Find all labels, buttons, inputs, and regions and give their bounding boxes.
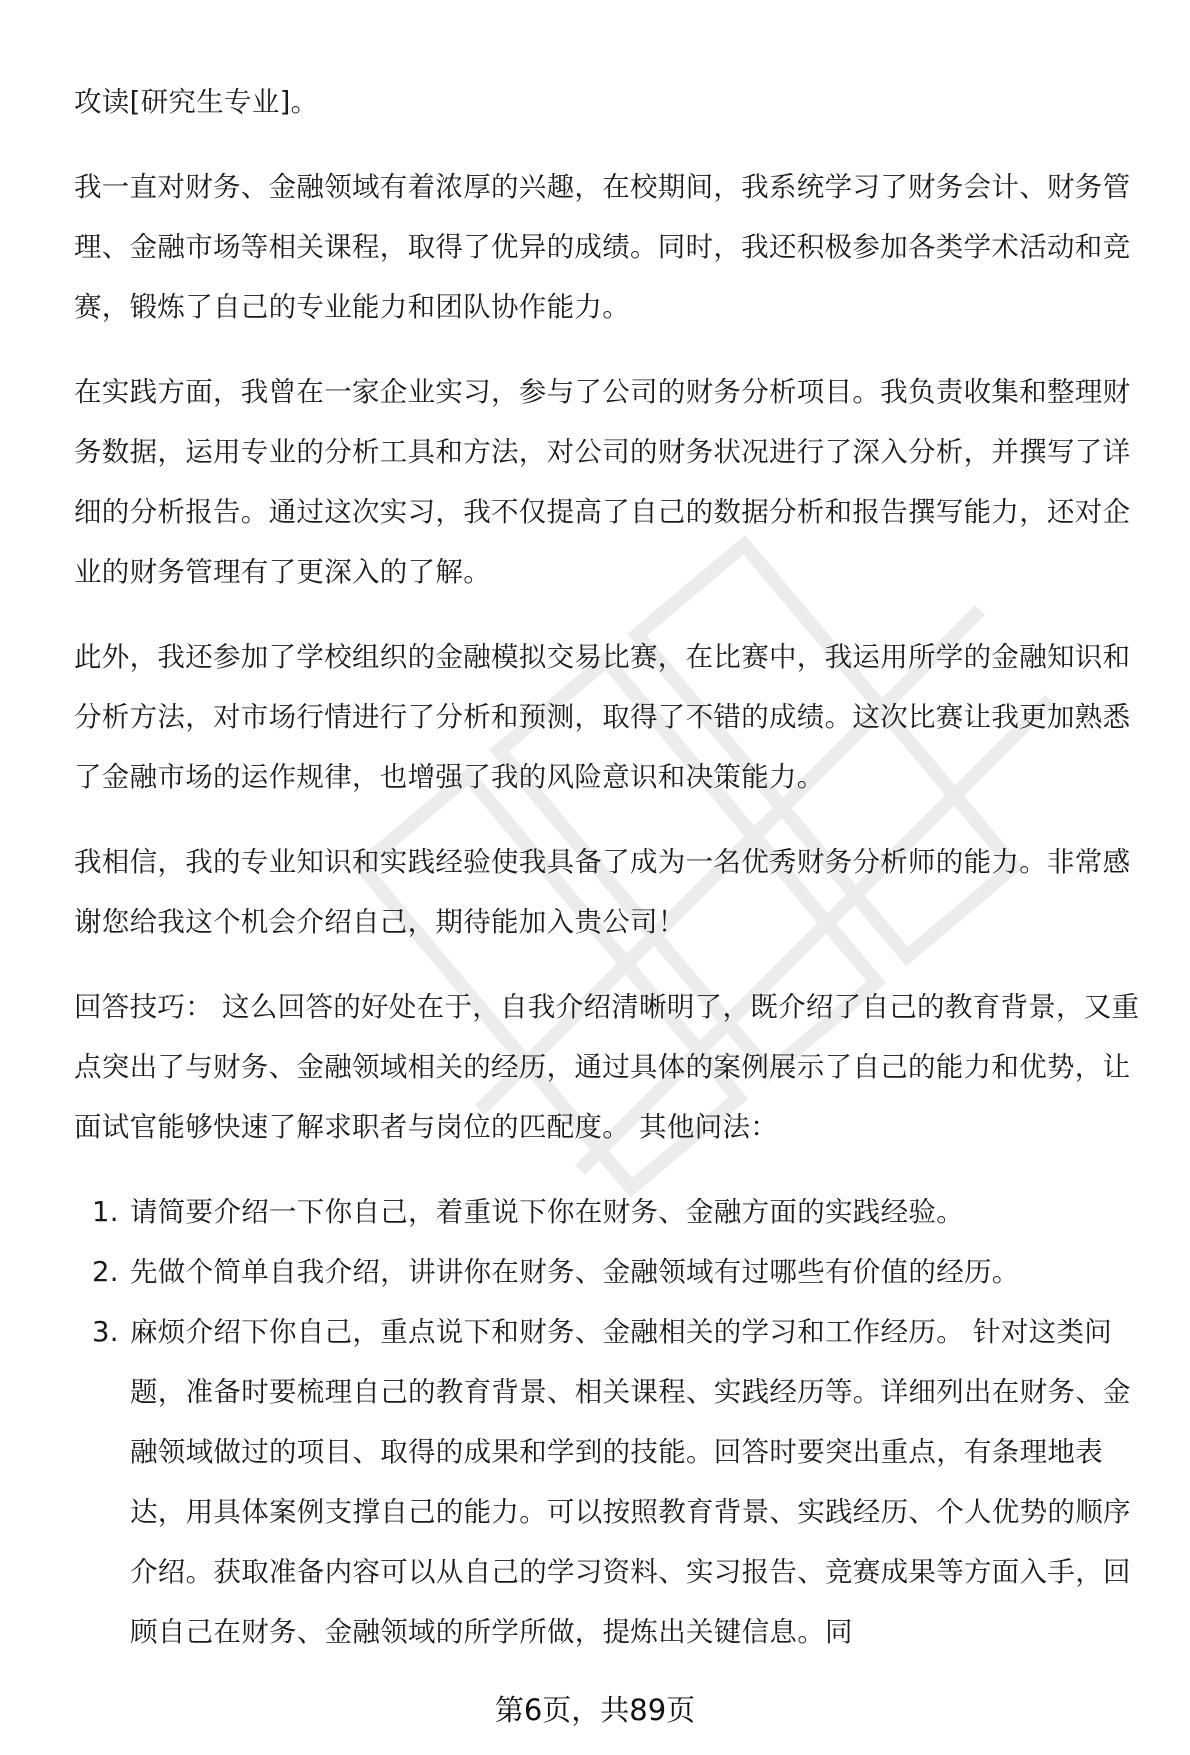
paragraph: 我相信，我的专业知识和实践经验使我具备了成为一名优秀财务分析师的能力。非常感谢您给我这个机会介绍自己，期待能加入贵公司！	[74, 846, 1131, 938]
list-item-text: 先做个简单自我介绍，讲讲你在财务、金融领域有过哪些有价值的经历。	[130, 1256, 1020, 1288]
paragraph: 在实践方面，我曾在一家企业实习，参与了公司的财务分析项目。我负责收集和整理财务数据，运用专业的分析工具和方法，对公司的财务状况进行了深入分析，并撰写了详细的分析报告。通过这次实习，我不仅提高了自己的数据分析和报告撰写能力，还对企业的财务管理有了更深入的了解。	[74, 376, 1131, 588]
paragraph: 攻读[研究生专业]。	[74, 86, 319, 118]
paragraph: 我一直对财务、金融领域有着浓厚的兴趣，在校期间，我系统学习了财务会计、财务管理、金融市场等相关课程，取得了优异的成绩。同时，我还积极参加各类学术活动和竞赛，锻炼了自己的专业能力和团队协作能力。	[74, 171, 1131, 323]
paragraph: 此外，我还参加了学校组织的金融模拟交易比赛，在比赛中，我运用所学的金融知识和分析方法，对市场行情进行了分析和预测，取得了不错的成绩。这次比赛让我更加熟悉了金融市场的运作规律，也增强了我的风险意识和决策能力。	[74, 641, 1131, 793]
list-item-text: 请简要介绍一下你自己，着重说下你在财务、金融方面的实践经验。	[130, 1196, 964, 1228]
list-item	[74, 1302, 1154, 1662]
list-number: 1.	[92, 1196, 119, 1228]
list-item-text: 麻烦介绍下你自己，重点说下和财务、金融相关的学习和工作经历。 针对这类问题，准备时要梳理自己的教育背景、相关课程、实践经历等。详细列出在财务、金融领域做过的项目、取得的成果和学到的技能。回答时要突出重点，有条理地表达，用具体案例支撑自己的能力。可以按照教育背景、实践经历、个人优势的顺序介绍。获取准备内容可以从自己的学习资料、实习报告、竞赛成果等方面入手，回顾自己在财务、金融领域的所学所做，提炼出关键信息。同	[130, 1316, 1131, 1648]
list-item	[74, 1182, 1154, 1242]
document-body	[74, 72, 1154, 1662]
paragraph: 回答技巧： 这么回答的好处在于，自我介绍清晰明了，既介绍了自己的教育背景，又重点突出了与财务、金融领域相关的经历，通过具体的案例展示了自己的能力和优势，让面试官能够快速了解求职者与岗位的匹配度。 其他问法：	[74, 991, 1140, 1143]
list-number: 3.	[92, 1316, 119, 1348]
page-number-footer: 第6页，共89页	[494, 1693, 696, 1727]
numbered-list	[74, 1182, 1154, 1662]
list-item	[74, 1242, 1154, 1302]
list-number: 2.	[92, 1256, 119, 1288]
